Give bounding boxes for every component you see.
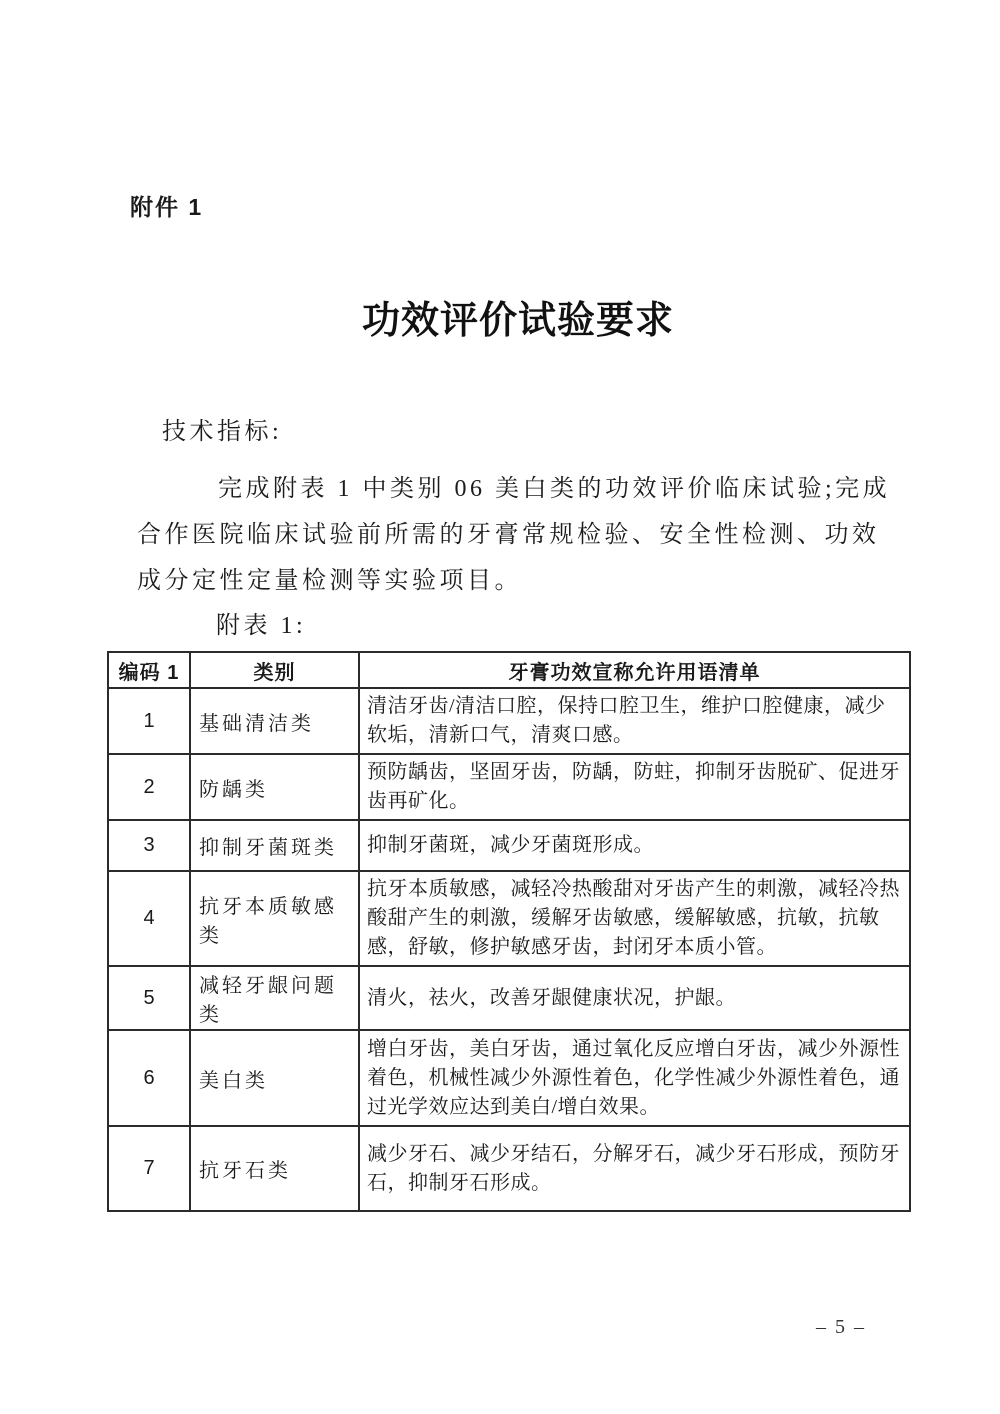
row-code: 7 xyxy=(108,1126,190,1211)
header-code: 编码 1 xyxy=(108,652,190,688)
attachment-label: 附件 1 xyxy=(130,194,204,220)
document-title: 功效评价试验要求 xyxy=(361,300,674,342)
row-code: 4 xyxy=(108,871,190,966)
table-row xyxy=(108,754,910,820)
paragraph-line: 完成附表 1 中类别 06 美白类的功效评价临床试验;完成 xyxy=(218,476,891,502)
table-row xyxy=(108,871,910,966)
claims-table-body xyxy=(108,688,910,1211)
row-category: 抑制牙菌斑类 xyxy=(190,820,359,871)
table-row xyxy=(108,820,910,871)
claims-table-header xyxy=(108,652,910,688)
table-row xyxy=(108,1126,910,1211)
row-claims: 抗牙本质敏感，减轻冷热酸甜对牙齿产生的刺激，减轻冷热酸甜产生的刺激，缓解牙齿敏感，缓解敏感，抗敏，抗敏感，舒敏，修护敏感牙齿，封闭牙本质小管。 xyxy=(359,871,910,966)
row-code: 6 xyxy=(108,1030,190,1126)
row-claims: 清火，祛火，改善牙龈健康状况，护龈。 xyxy=(359,966,910,1030)
table-row xyxy=(108,1030,910,1126)
header-claims: 牙膏功效宣称允许用语清单 xyxy=(359,652,910,688)
row-category: 抗牙石类 xyxy=(190,1126,359,1211)
row-claims: 预防龋齿，坚固牙齿，防龋，防蛀，抑制牙齿脱矿、促进牙齿再矿化。 xyxy=(359,754,910,820)
section-label: 技术指标: xyxy=(162,419,283,445)
claims-table xyxy=(107,651,911,1212)
table-row xyxy=(108,966,910,1030)
paragraph-line: 合作医院临床试验前所需的牙膏常规检验、安全性检测、功效 xyxy=(137,522,880,548)
paragraph-line: 成分定性定量检测等实验项目。 xyxy=(137,568,522,594)
row-claims: 减少牙石、减少牙结石，分解牙石，减少牙石形成，预防牙石，抑制牙石形成。 xyxy=(359,1126,910,1211)
row-category: 减轻牙龈问题类 xyxy=(190,966,359,1030)
row-code: 5 xyxy=(108,966,190,1030)
row-claims: 增白牙齿，美白牙齿，通过氧化反应增白牙齿，减少外源性着色，机械性减少外源性着色，化学性减少外源性着色，通过光学效应达到美白/增白效果。 xyxy=(359,1030,910,1126)
row-claims: 清洁牙齿/清洁口腔，保持口腔卫生，维护口腔健康，减少软垢，清新口气，清爽口感。 xyxy=(359,688,910,754)
table-row xyxy=(108,688,910,754)
table-caption: 附表 1: xyxy=(216,613,307,639)
page-number: – 5 – xyxy=(816,1316,866,1338)
row-category: 基础清洁类 xyxy=(190,688,359,754)
header-row xyxy=(108,652,910,688)
row-category: 美白类 xyxy=(190,1030,359,1126)
row-code: 2 xyxy=(108,754,190,820)
row-code: 3 xyxy=(108,820,190,871)
row-code: 1 xyxy=(108,688,190,754)
row-claims: 抑制牙菌斑，减少牙菌斑形成。 xyxy=(359,820,910,871)
header-category: 类别 xyxy=(190,652,359,688)
row-category: 防龋类 xyxy=(190,754,359,820)
row-category: 抗牙本质敏感类 xyxy=(190,871,359,966)
